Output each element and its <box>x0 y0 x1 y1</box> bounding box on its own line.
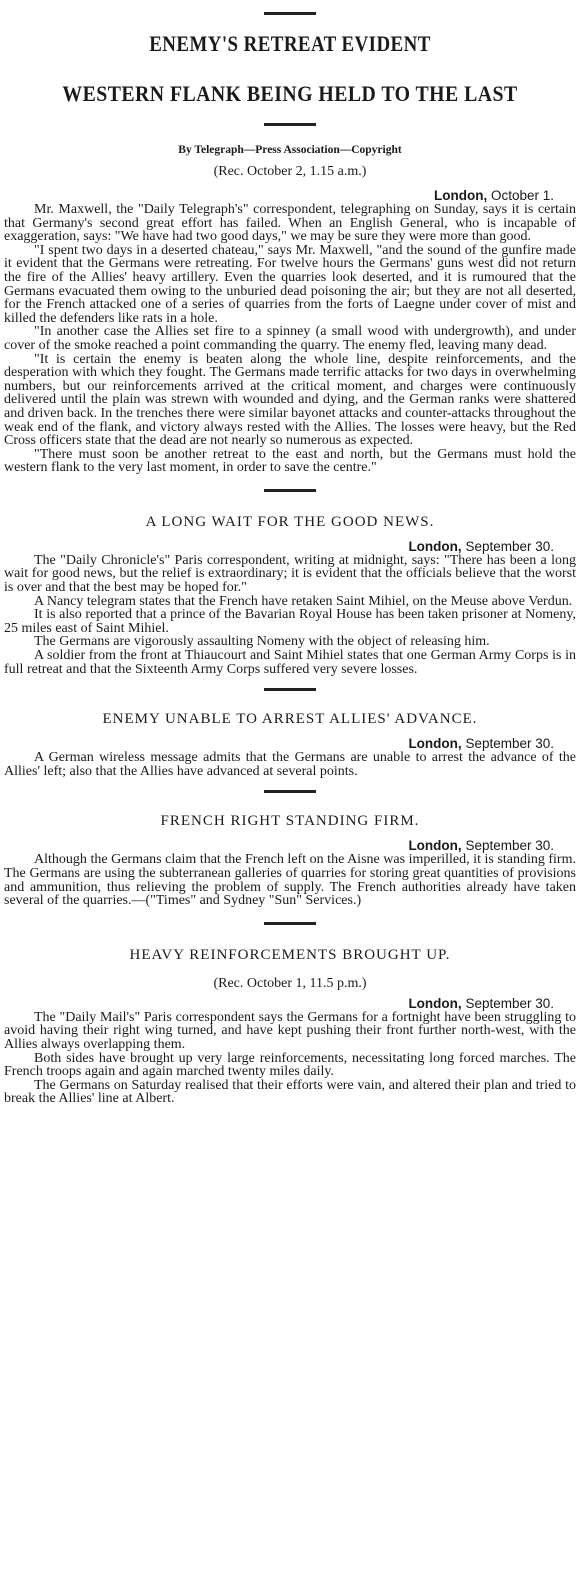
paragraph: Both sides have brought up very large reinforcements, necessitating long forced marches. The French troops again and again marched twenty miles daily. <box>4 1050 576 1080</box>
article2-headline: A LONG WAIT FOR THE GOOD NEWS. <box>145 513 435 530</box>
article5-body <box>4 1011 576 1106</box>
paragraph: Although the Germans claim that the French left on the Aisne was imperilled, it is standing firm. The Germans are using the subterranean galleries of quarries for storing great quantities of provisions and ammunition, thus relieving the problem of supply. The French authorities already have taken several of the quarries.—("Times" and Sydney "Sun" Services.) <box>4 852 576 909</box>
paragraph: Mr. Maxwell, the "Daily Telegraph's" correspondent, telegraphing on Sunday, says it is certain that Germany's second great effort has failed. When an English General, who is incapable of exaggeration, says: "We have had two good days," we may be sure they were more than good. <box>4 202 576 245</box>
article1-body <box>4 203 576 475</box>
paragraph: "There must soon be another retreat to the east and north, but the Germans must hold the western flank to the very last moment, in order to save the centre." <box>4 446 576 476</box>
dateline-date: September 30. <box>465 538 554 554</box>
article1-received: (Rec. October 2, 1.15 a.m.) <box>213 164 367 179</box>
paragraph: A Nancy telegram states that the French have retaken Saint Mihiel, on the Meuse above Verdun. <box>34 593 573 609</box>
article3-end-rule <box>264 790 316 793</box>
article5-received: (Rec. October 1, 11.5 p.m.) <box>213 975 367 991</box>
article1-subheadline: WESTERN FLANK BEING HELD TO THE LAST <box>62 81 518 106</box>
paragraph: It is also reported that a prince of the Bavarian Royal House has been taken prisoner at Nomeny, 25 miles east of Saint Mihiel. <box>4 607 576 636</box>
article4-dateline <box>4 838 576 853</box>
paragraph: "In another case the Allies set fire to a spinney (a small wood with undergrowth), and under cover of the smoke reached a point commanding the quarry. The enemy fled, leaving many dead. <box>4 324 576 353</box>
paragraph: The Germans on Saturday realised that their efforts were vain, and altered their plan and tried to break the Allies' line at Albert. <box>4 1077 576 1107</box>
dateline-date: September 30. <box>465 995 554 1011</box>
dateline-place: London, <box>408 736 462 752</box>
paragraph: The Germans are vigorously assaulting Nomeny with the object of releasing him. <box>34 634 490 650</box>
article3-dateline <box>4 736 576 751</box>
paragraph: The "Daily Mail's" Paris correspondent says the Germans for a fortnight have been struggling to avoid having their right wing turned, and have kept pushing their front further north-west, with the Allies always overlapping them. <box>4 1009 576 1052</box>
article5-headline: HEAVY REINFORCEMENTS BROUGHT UP. <box>129 946 451 963</box>
dateline-date: September 30. <box>465 736 554 752</box>
article5-dateline <box>4 996 576 1011</box>
dateline-place: London, <box>408 538 462 554</box>
top-rule <box>264 12 316 15</box>
paragraph: The "Daily Chronicle's" Paris correspondent, writing at midnight, says: "There has been a long wait for good news, but the relief is extraordinary; it is evident that the officials believe that the worst is over and that the best may be hoped for." <box>4 552 576 596</box>
dateline-place: London, <box>408 995 462 1011</box>
paragraph: A soldier from the front at Thiaucourt and Saint Mihiel states that one German Army Corps is in full retreat and that the Sixteenth Army Corps suffered very severe losses. <box>4 648 576 677</box>
dateline-place: London, <box>433 188 488 203</box>
article1-rule <box>264 123 316 126</box>
article2-dateline <box>4 539 576 554</box>
dateline-place: London, <box>408 838 462 854</box>
article4-body <box>4 853 576 907</box>
article4-headline: FRENCH RIGHT STANDING FIRM. <box>160 813 420 830</box>
dateline-date: September 30. <box>465 838 554 854</box>
article1-end-rule <box>264 489 316 492</box>
article3-body <box>4 751 576 778</box>
article1-byline: By Telegraph—Press Association—Copyright <box>178 144 402 156</box>
article4-end-rule <box>264 922 316 925</box>
paragraph: "It is certain the enemy is beaten along the whole line, despite reinforcements, and the desperation with which they fought. The Germans made terrific attacks for two days in overwhelming numbers, but our reinforcements arrived at the critical moment, and charges were continuously delivered until the plain was strewn with wounded and dying, and the German ranks were shattered and driven back. In the trenches there were similar bayonet attacks and counter-attacks throughout the weak end of the flank, and victory always rested with the Allies. The losses were heavy, but the Red Cross officers state that the dead are not nearly so numerous as expected. <box>4 351 576 449</box>
article1-headline: ENEMY'S RETREAT EVIDENT <box>149 31 431 56</box>
article2-body <box>4 554 576 676</box>
paragraph: "I spent two days in a deserted chateau," says Mr. Maxwell, "and the sound of the gunfire made it evident that the Germans were retreating. For twelve hours the Germans' guns west did not return the fire of the Allies' heavy artillery. Even the quarries look deserted, and it is rumoured that the Germans evacuated them owing to the unburied dead poisoning the air; but they are not all deserted, for the French attacked one of a series of quarries from the forts of Laegne under cover of mist and killed the defenders like rats in a hole. <box>4 242 576 326</box>
article3-headline: ENEMY UNABLE TO ARREST ALLIES' ADVANCE. <box>102 711 478 728</box>
dateline-date: October 1. <box>490 188 554 203</box>
paragraph: A German wireless message admits that the Germans are unable to arrest the advance of the Allies' left; also that the Allies have advanced at several points. <box>4 750 576 779</box>
article1-dateline <box>4 188 576 203</box>
article2-end-rule <box>264 688 316 691</box>
